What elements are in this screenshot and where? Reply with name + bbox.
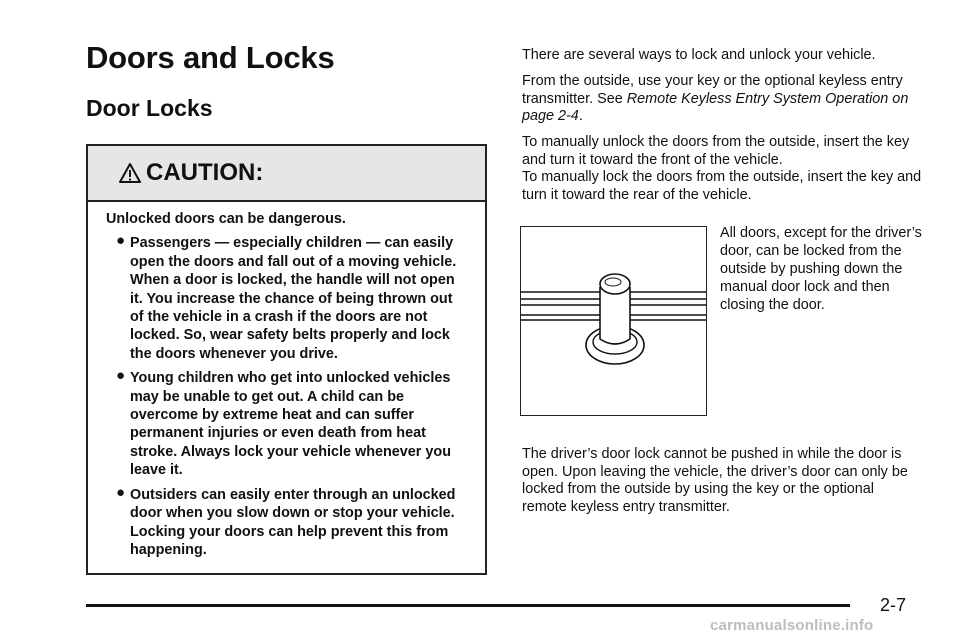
intro-paragraph [522, 47, 922, 65]
caution-item-text: Passengers — especially children — can easily open the doors and fall out of a moving vehicle. When a door is locked, the handle will not open it. You increase the chance of being thrown out of the vehicle in a crash if the doors are not locked. So, wear safety belts properly and lock the doors whenever you drive. [130, 235, 457, 362]
paragraph-outside [522, 73, 922, 126]
paragraph-driver-door: The driver’s door lock cannot be pushed in while the door is open. Upon leaving the vehicle, the driver’s door can only be locked from the outside by using the key or the optional remote keyless entry transmitter. [522, 446, 908, 515]
watermark: carmanualsonline.info [710, 617, 874, 634]
caution-triangle-icon [118, 162, 142, 184]
page-number: 2-7 [880, 595, 907, 615]
outside-paragraph [522, 73, 922, 126]
figure-caption: All doors, except for the driver’s door, can be locked from the outside by pushing down the manual door lock and then closing the door. [720, 225, 922, 313]
paragraph-outside-text: From the outside, use your key or the optional keyless entry transmitter. See [522, 73, 903, 107]
manual-paragraph [522, 134, 922, 204]
caution-list [104, 234, 469, 559]
paragraph-ways: There are several ways to lock and unlock your vehicle. [522, 47, 876, 63]
bullet-icon: ● [116, 232, 126, 250]
footer-rule [86, 604, 850, 607]
caution-intro: Unlocked doors can be dangerous. [106, 211, 346, 227]
caution-title: CAUTION: [146, 159, 264, 186]
page-title: Doors and Locks [86, 40, 335, 75]
bullet-icon: ● [116, 367, 126, 385]
caution-box [86, 144, 487, 575]
caution-item-text: Outsiders can easily enter through an unlocked door when you slow down or stop your vehicle. Locking your doors can help prevent this from happening. [130, 486, 456, 558]
caution-item [112, 234, 469, 363]
paragraph-outside-end: . [578, 108, 583, 125]
door-lock-illustration [521, 227, 707, 416]
paragraph-unlock: To manually unlock the doors from the outside, insert the key and turn it toward the front of the vehicle. [522, 134, 910, 168]
bullet-icon: ● [116, 483, 126, 501]
caution-item [112, 369, 469, 479]
cross-reference-link[interactable]: Remote Keyless Entry System Operation on page 2-4 [522, 90, 909, 125]
caution-item [112, 483, 469, 560]
driver-door-paragraph [522, 446, 922, 516]
caution-body [88, 202, 485, 559]
caution-item-text: Young children who get into unlocked vehicles may be unable to get out. A child can be overcome by extreme heat and can suffer permanent injuries or even death from heat stroke. Always lock your vehicle whenever you leave it. [130, 370, 451, 479]
paragraph-lock: To manually lock the doors from the outside, insert the key and turn it toward the rear of the vehicle. [522, 169, 922, 203]
section-title: Door Locks [86, 95, 213, 121]
caution-header [88, 146, 485, 202]
door-lock-figure [520, 226, 707, 416]
